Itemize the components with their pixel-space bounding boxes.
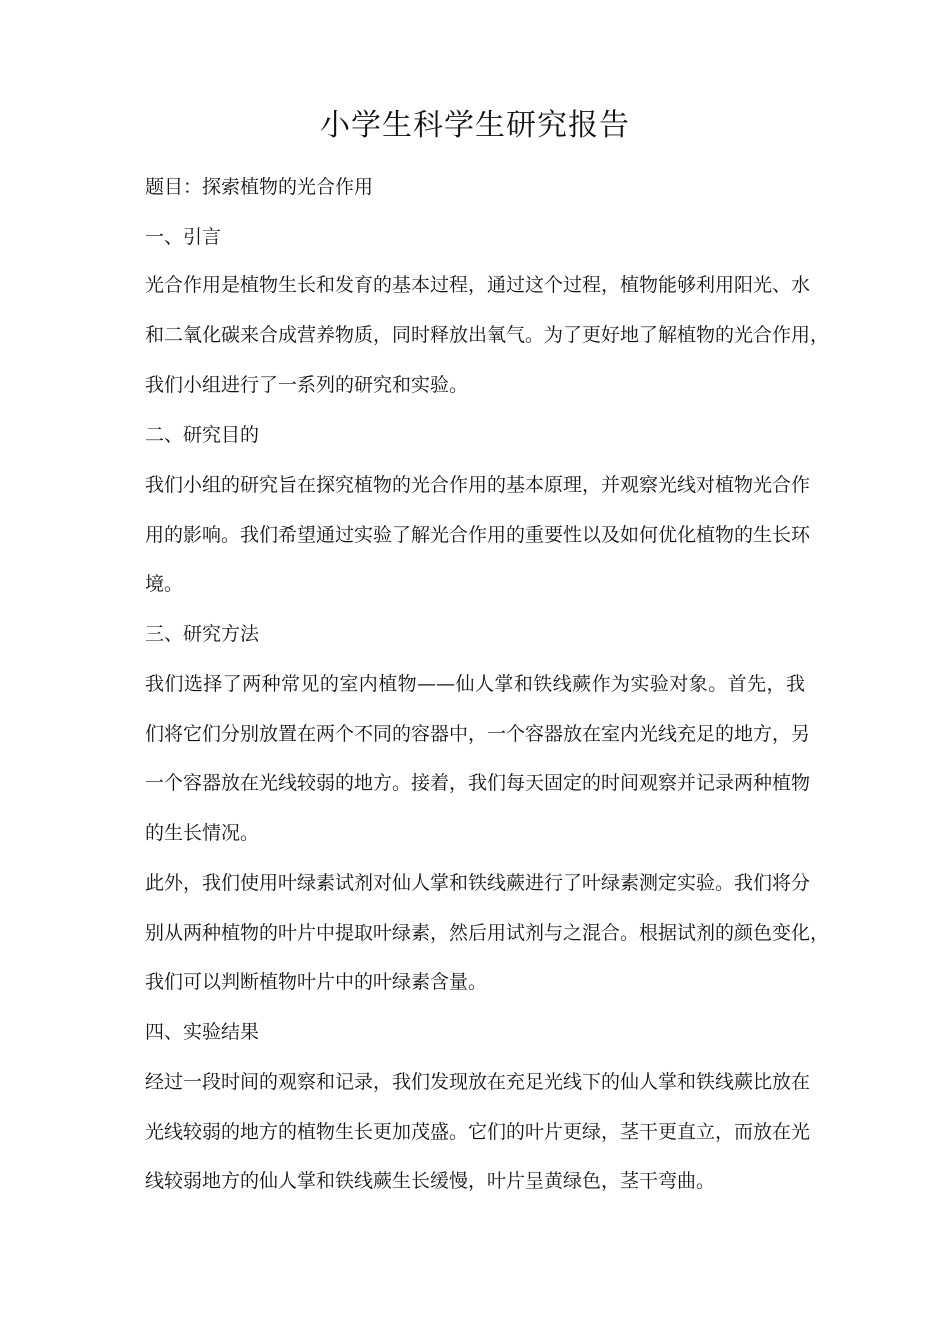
paragraph-line: 们将它们分别放置在两个不同的容器中，一个容器放在室内光线充足的地方，另 xyxy=(145,723,811,745)
paragraph-line: 光线较弱的地方的植物生长更加茂盛。它们的叶片更绿，茎干更直立，而放在光 xyxy=(145,1121,811,1143)
paragraph-line: 境。 xyxy=(145,573,184,595)
paragraph-line: 我们小组的研究旨在探究植物的光合作用的基本原理，并观察光线对植物光合作 xyxy=(145,474,811,496)
paragraph-line: 我们可以判断植物叶片中的叶绿素含量。 xyxy=(145,971,488,993)
paragraph-line: 光合作用是植物生长和发育的基本过程，通过这个过程，植物能够利用阳光、水 xyxy=(145,274,811,296)
section-heading-method: 三、研究方法 xyxy=(145,623,260,645)
paragraph-line: 用的影响。我们希望通过实验了解光合作用的重要性以及如何优化植物的生长环 xyxy=(145,524,811,546)
paragraph-line: 和二氧化碳来合成营养物质，同时释放出氧气。为了更好地了解植物的光合作用， xyxy=(145,324,830,346)
document-title: 小学生科学生研究报告 xyxy=(320,108,630,143)
section-heading-purpose: 二、研究目的 xyxy=(145,424,260,446)
paragraph-line: 的生长情况。 xyxy=(145,822,260,844)
paragraph-line: 别从两种植物的叶片中提取叶绿素，然后用试剂与之混合。根据试剂的颜色变化， xyxy=(145,922,830,944)
paragraph-line: 一个容器放在光线较弱的地方。接着，我们每天固定的时间观察并记录两种植物 xyxy=(145,772,811,794)
paragraph-line: 我们选择了两种常见的室内植物——仙人掌和铁线蕨作为实验对象。首先，我 xyxy=(145,673,805,695)
section-heading-introduction: 一、引言 xyxy=(145,226,222,248)
report-subject: 题目：探索植物的光合作用 xyxy=(145,176,374,198)
paragraph-line: 经过一段时间的观察和记录，我们发现放在充足光线下的仙人掌和铁线蕨比放在 xyxy=(145,1071,811,1093)
paragraph-line: 线较弱地方的仙人掌和铁线蕨生长缓慢，叶片呈黄绿色，茎干弯曲。 xyxy=(145,1170,716,1192)
paragraph-line: 我们小组进行了一系列的研究和实验。 xyxy=(145,374,469,396)
section-heading-results: 四、实验结果 xyxy=(145,1021,260,1043)
paragraph-line: 此外，我们使用叶绿素试剂对仙人掌和铁线蕨进行了叶绿素测定实验。我们将分 xyxy=(145,872,811,894)
